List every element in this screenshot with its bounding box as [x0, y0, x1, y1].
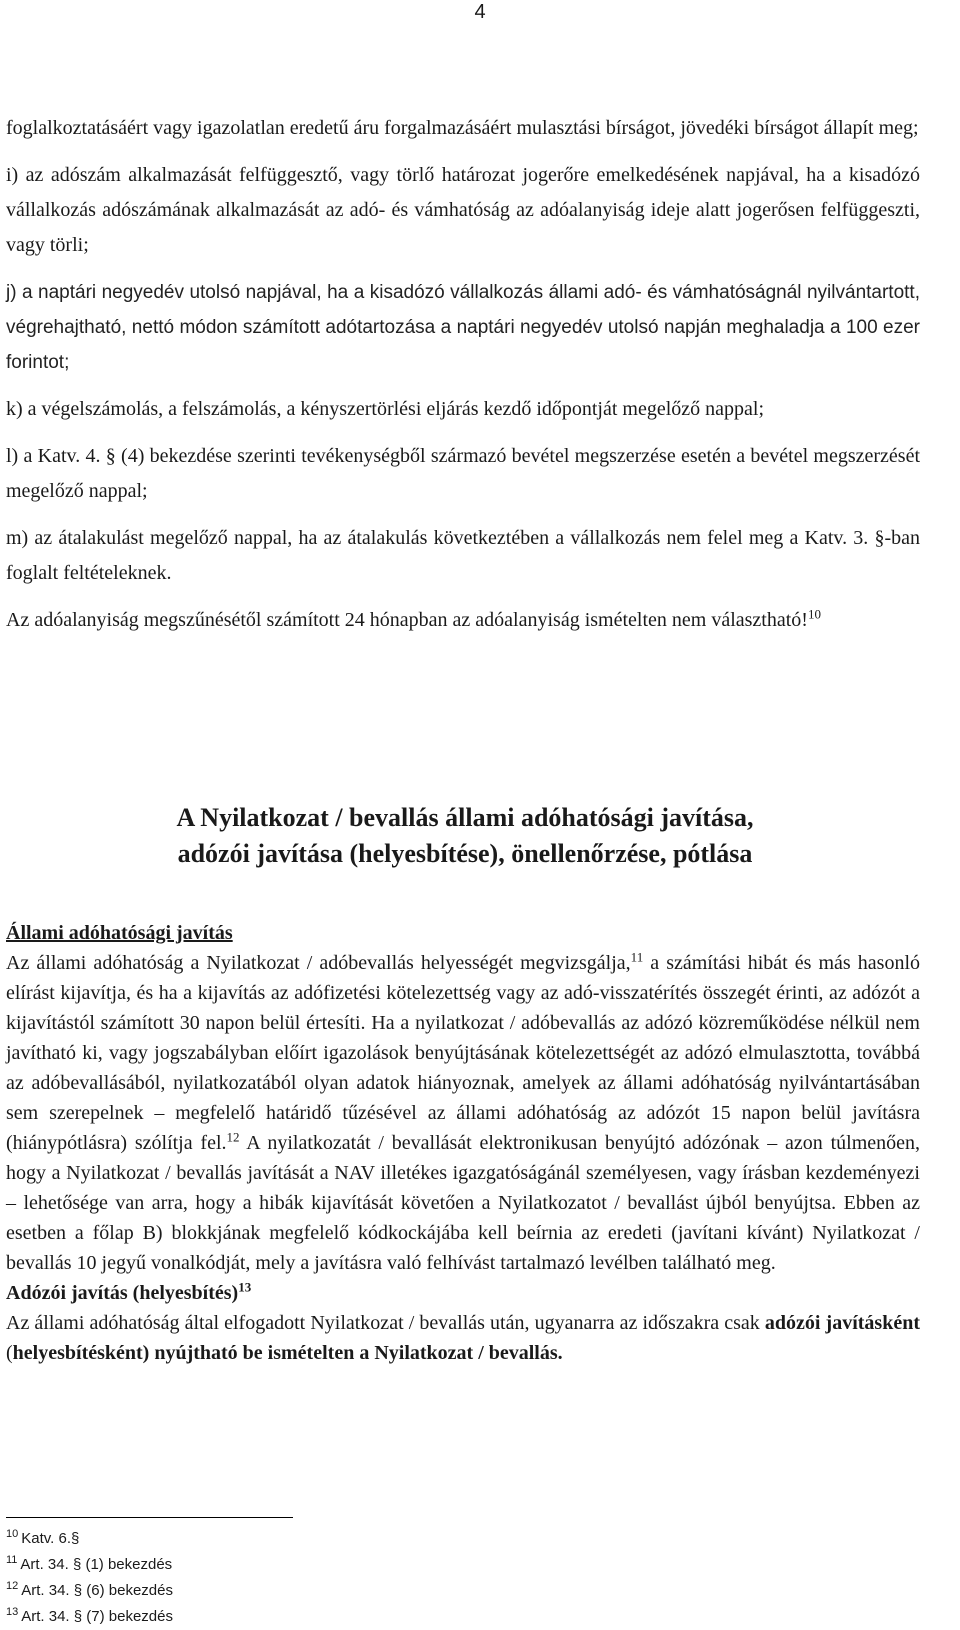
section-heading — [0, 800, 930, 872]
main-text — [6, 111, 920, 638]
taxpayer-text-bold2: helyesbítésként) nyújtható be ismételten a Nyilatkozat / bevallás — [12, 1342, 558, 1364]
footnote-text: Art. 34. § (6) bekezdés — [21, 1582, 173, 1599]
footnote-number: 11 — [6, 1554, 18, 1566]
footnote-number: 12 — [6, 1580, 19, 1592]
paragraph-reselect-note — [6, 603, 920, 638]
taxpayer-text-c: . — [557, 1342, 563, 1364]
footnote-item — [6, 1526, 406, 1552]
footnote-item — [6, 1604, 406, 1630]
footnote-text: Art. 34. § (1) bekezdés — [20, 1556, 173, 1573]
state-correction-text-b: a számítási hibát és más hasonló elírást kijavítja, és ha a kijavítás az adófizetési kötelezettség vagy az adó-visszatérítés összegét érinti, az adózót a kijavítástól számított 30 napon belül értesíti. Ha a nyilatkozat / adóbevallás az adózó közreműködése nélkül nem javítható ki, vagy jogszabályban előírt igazolások benyújtásának kötelezettségét az adózó elmulasztotta, továbbá az adóbevallásából, nyilatkozatából olyan adatok hiányoznak, amelyek az állami adóhatóság nyilvántartásában sem szerepelnek – megfelelő határidő tűzésével az állami adóhatóság az adózót 15 napon belül javításra (hiánypótlásra) szólítja fel. — [6, 952, 920, 1154]
taxpayer-correction-title: Adózói javítás (helyesbítés) — [6, 1282, 239, 1304]
paragraph-h-continuation: foglalkoztatásáért vagy igazolatlan eredetű áru forgalmazásáért mulasztási bírságot, jövedéki bírságot állapít meg; — [6, 117, 919, 139]
footnotes — [6, 1526, 406, 1630]
taxpayer-text-a: Az állami adóhatóság által elfogadott Nyilatkozat / bevallás után, ugyanarra az időszakra csak — [6, 1312, 765, 1334]
state-correction-text-a: Az állami adóhatóság a Nyilatkozat / adóbevallás helyességét megvizsgálja, — [6, 952, 631, 974]
paragraph-j: j) a naptári negyedév utolsó napjával, ha a kisadózó vállalkozás állami adó- és vámhatóságnál nyilvántartott, végrehajtható, nettó módon számított adótartozása a naptári negyedév utolsó napján meghaladja a 100 ezer forintot; — [6, 282, 920, 373]
taxpayer-text-b: ( — [6, 1342, 13, 1364]
footnote-ref-11: 11 — [630, 949, 644, 965]
paragraph-m: m) az átalakulást megelőző nappal, ha az átalakulás következtében a vállalkozás nem felel meg a Katv. 3. §-ban foglalt feltételeknek. — [6, 527, 920, 584]
footnote-text: Katv. 6.§ — [21, 1530, 80, 1547]
paragraph-i: i) az adószám alkalmazását felfüggesztő, vagy törlő határozat jogerőre emelkedésének napjával, ha a kisadózó vállalkozás adószámának alkalmazását az adó- és vámhatóság az adóalanyiság ideje alatt jogerősen felfüggeszti, vagy törli; — [6, 164, 920, 256]
paragraph-l: l) a Katv. 4. § (4) bekezdése szerinti tevékenységből származó bevétel megszerzése esetén a bevétel megszerzését megelőző nappal; — [6, 445, 920, 502]
heading-line-2: adózói javítása (helyesbítése), önellenőrzése, pótlása — [177, 839, 753, 868]
footnote-ref-12: 12 — [226, 1129, 240, 1145]
footnote-number: 13 — [6, 1606, 19, 1618]
heading-line-1: A Nyilatkozat / bevallás állami adóhatósági javítása, — [176, 803, 754, 832]
footnote-ref-13: 13 — [238, 1279, 252, 1295]
subheading-taxpayer-correction — [6, 1278, 920, 1308]
taxpayer-text-bold: adózói javításként — [764, 1312, 920, 1334]
footnote-text: Art. 34. § (7) bekezdés — [21, 1608, 173, 1625]
correction-sections — [6, 918, 920, 1368]
footnote-ref-10: 10 — [807, 606, 821, 622]
paragraph-k: k) a végelszámolás, a felszámolás, a kényszertörlési eljárás kezdő időpontját megelőző nappal; — [6, 398, 765, 420]
footnote-item — [6, 1552, 406, 1578]
subheading-state-correction: Állami adóhatósági javítás — [6, 922, 233, 944]
state-correction-text-c: A nyilatkozatát / bevallását elektronikusan benyújtó adózónak – azon túlmenően, hogy a Nyilatkozat / bevallás javítását a NAV illetékes igazgatóságánál személyesen, vagy írásban kezdeményezi – lehetősége van arra, hogy a hibák kijavítását követően a Nyilatkozatot / bevallást újból benyújtsa. Ebben az esetben a főlap B) blokkjának megfelelő kódkockájába kell beírnia az eredeti (javítani kívánt) Nyilatkozat / bevallás 10 jegyű vonalkódját, mely a javításra való felhívást tartalmazó levélben található meg. — [6, 1132, 921, 1274]
paragraph-state-correction — [6, 948, 920, 1278]
footnote-number: 10 — [6, 1528, 19, 1540]
paragraph-taxpayer-correction — [6, 1308, 920, 1368]
page-number: 4 — [474, 1, 486, 23]
footnote-item — [6, 1578, 406, 1604]
reselect-note-text: Az adóalanyiság megszűnésétől számított 24 hónapban az adóalanyiság ismételten nem választható! — [6, 609, 808, 631]
footnote-divider — [6, 1517, 293, 1518]
